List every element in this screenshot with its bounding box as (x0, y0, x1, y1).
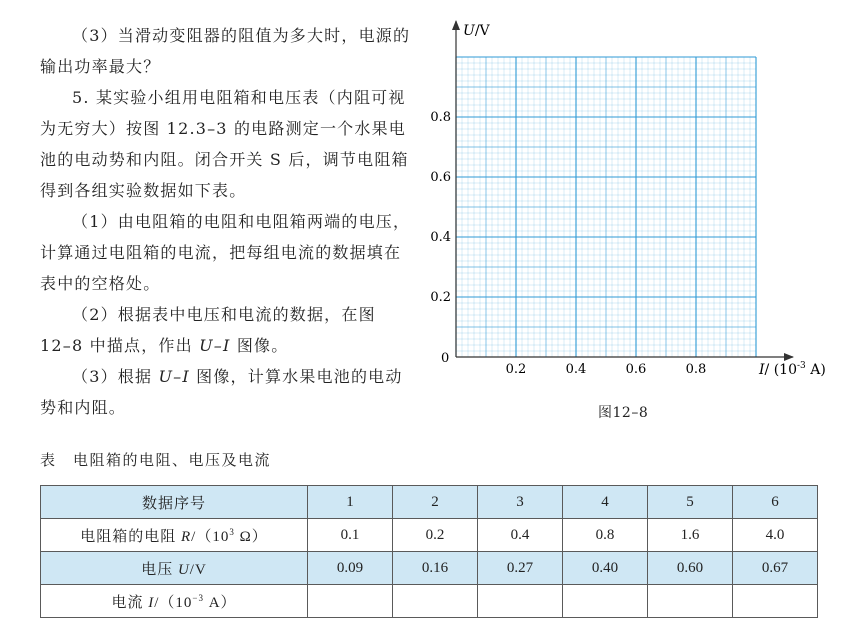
text-fragment: R (181, 528, 192, 545)
text-fragment: U–I (158, 367, 190, 386)
exponent: 3 (229, 526, 235, 537)
paragraph: 5. 某实验小组用电阻箱和电压表（内阻可视为无穷大）按图 12.3–3 的电路测定一个水果电池的电动势和内阻。闭合开关 S 后，调节电阻箱得到各组实验数据如下表。 (40, 88, 409, 200)
index-cell: 1 (308, 486, 393, 519)
x-unit-post: A) (805, 362, 826, 378)
resistance-cell: 0.1 (308, 519, 393, 552)
data-table (40, 485, 818, 618)
resistance-cell: 1.6 (648, 519, 733, 552)
text-fragment: 图像。 (230, 336, 289, 355)
table-title: 表 电阻箱的电阻、电压及电流 (40, 451, 272, 469)
current-cell[interactable] (478, 585, 563, 618)
resistance-cell: 4.0 (733, 519, 818, 552)
resistance-cell: 0.4 (478, 519, 563, 552)
exponent: −3 (192, 592, 204, 603)
header-cell (41, 552, 308, 585)
voltage-cell: 0.67 (733, 552, 818, 585)
y-tick-label: 0.8 (430, 110, 451, 125)
x-var: I (759, 362, 765, 378)
index-cell: 4 (563, 486, 648, 519)
text-fragment: 图像，计算水果电池的电动势和内阻。 (40, 367, 403, 417)
voltage-cell: 0.60 (648, 552, 733, 585)
current-cell[interactable] (733, 585, 818, 618)
x-tick-label: 0.4 (565, 362, 587, 377)
current-cell[interactable] (563, 585, 648, 618)
text-fragment: /（10 (154, 594, 193, 611)
table-row (41, 519, 818, 552)
paragraph: （3）当滑动变阻器的阻值为多大时，电源的输出功率最大？ (40, 26, 411, 76)
voltage-cell: 0.16 (393, 552, 478, 585)
x-ticks (506, 362, 707, 377)
x-unit-pre: / (10 (764, 362, 797, 378)
y-axis-label (463, 23, 491, 39)
x-tick-label: 0.6 (625, 362, 647, 377)
y-ticks (430, 110, 451, 305)
table-row (41, 486, 818, 519)
u-i-graph (415, 15, 830, 400)
text-fragment: Ω） (234, 528, 268, 545)
text-fragment: U–I (199, 336, 231, 355)
x-tick-label: 0.2 (505, 362, 527, 377)
text-fragment: U (177, 561, 190, 578)
y-tick-label: 0.2 (430, 290, 451, 305)
x-tick-label: 0.8 (685, 362, 707, 377)
paragraph: （1）由电阻箱的电阻和电阻箱两端的电压，计算通过电阻箱的电流，把每组电流的数据填在表中的空格处。 (40, 212, 411, 293)
current-cell[interactable] (648, 585, 733, 618)
grid-paper (456, 57, 756, 357)
text-fragment: （3）根据 (72, 367, 159, 386)
header-cell (41, 585, 308, 618)
index-cell: 3 (478, 486, 563, 519)
text-fragment: 电阻箱的电阻 (80, 528, 181, 545)
voltage-cell: 0.27 (478, 552, 563, 585)
text-fragment: /（10 (191, 528, 230, 545)
index-cell: 2 (393, 486, 478, 519)
voltage-cell: 0.40 (563, 552, 648, 585)
resistance-cell: 0.8 (563, 519, 648, 552)
text-fragment: I (148, 594, 155, 611)
y-tick-label: 0.6 (430, 170, 451, 185)
text-fragment: （2）根据表中电压和电流的数据，在图 12–8 中描点，作出 (40, 305, 376, 355)
paragraph (40, 361, 412, 423)
text-fragment: 电流 (111, 594, 149, 611)
text-fragment: A） (203, 594, 237, 611)
index-cell: 5 (648, 486, 733, 519)
header-cell (41, 519, 308, 552)
resistance-cell: 0.2 (393, 519, 478, 552)
problem-text (40, 20, 412, 423)
figure-caption: 图12–8 (598, 405, 649, 421)
table-row (41, 585, 818, 618)
x-unit-exp: -3 (796, 361, 806, 371)
paragraph (40, 299, 412, 361)
y-unit: /V (474, 23, 490, 39)
index-cell: 6 (733, 486, 818, 519)
table-row (41, 552, 818, 585)
x-axis-label (758, 361, 826, 378)
origin-label: 0 (441, 351, 450, 366)
current-cell[interactable] (308, 585, 393, 618)
voltage-cell: 0.09 (308, 552, 393, 585)
y-var: U (463, 23, 475, 39)
y-tick-label: 0.4 (430, 230, 451, 245)
text-fragment: /V (189, 561, 207, 578)
header-cell: 数据序号 (41, 486, 308, 519)
current-cell[interactable] (393, 585, 478, 618)
text-fragment: 电压 (141, 561, 178, 578)
